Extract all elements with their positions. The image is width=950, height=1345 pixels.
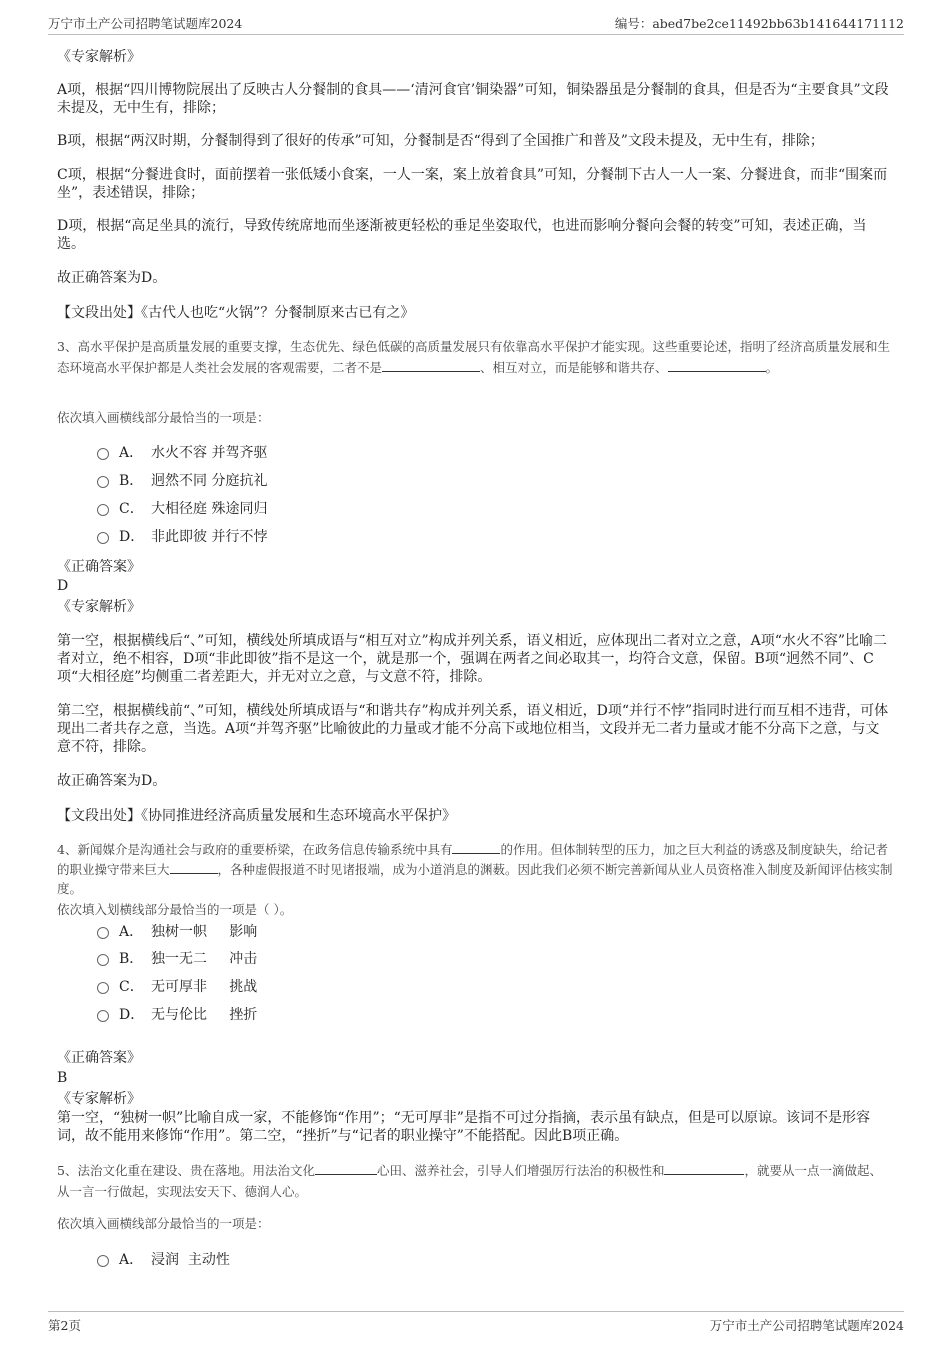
option-text: 无可厚非 挑战 — [151, 979, 258, 995]
option-letter: B． — [119, 473, 144, 489]
option-letter: A． — [119, 445, 144, 461]
q4-blank-2 — [170, 859, 218, 874]
option-text: 浸润 主动性 — [151, 1252, 230, 1268]
q3-analysis-para2: 第二空，根据横线前“、”可知，横线处所填成语与“和谐共存”构成并列关系，语义相近，D项“并行不悖”指同时进行而互相不违背，可体现出二者共存之意，当选。A项“并驾齐驱”比喻彼此的力量或才能不分高下或地位相当，文段并无二者力量或才能不分高下之意，与文意不符，排除。 — [57, 703, 889, 755]
radio-icon[interactable] — [97, 982, 109, 994]
q4-analysis-para1: 第一空，“独树一帜”比喻自成一家，不能修饰“作用”；“无可厚非”是指不可过分指摘，表示虽有缺点，但是可以原谅。该词不是形容词，故不能用来修饰“作用”。第二空，“挫折”与“记者的职业操守”不能搭配。因此B项正确。 — [57, 1110, 870, 1144]
option-letter: D． — [119, 529, 145, 545]
option-text: 独树一帜 影响 — [151, 924, 258, 940]
q5-blank-1 — [315, 1160, 377, 1175]
q3-conclusion: 故正确答案为D。 — [57, 773, 167, 789]
option-letter: D． — [119, 1007, 145, 1023]
q4-blank-1 — [452, 839, 500, 854]
option-text: 独一无二 冲击 — [151, 951, 258, 967]
q3-analysis-para1: 第一空，根据横线后“、”可知，横线处所填成语与“相互对立”构成并列关系，语义相近，应体现出二者对立之意，A项“水火不容”比喻二者对立，绝不相容，D项“非此即彼”指不是这一个，就是那一个，强调在两者之间必取其一，均符合文意，保留。B项“迥然不同”、C项“大相径庭”均侧重二者差距大，并无对立之意，与文意不符，排除。 — [57, 633, 888, 685]
q3-prompt: 依次填入画横线部分最恰当的一项是： — [57, 410, 270, 425]
q4-stem-part1: 4、新闻媒介是沟通社会与政府的重要桥梁，在政务信息传输系统中具有 — [57, 842, 453, 857]
q2-source: 【文段出处】《古代人也吃“火锅”？分餐制原来古已有之》 — [57, 305, 415, 321]
q2-analysis-d: D项，根据“高足坐具的流行，导致传统席地而坐逐渐被更轻松的垂足坐姿取代，也进而影响分餐向会餐的转变”可知，表述正确，当选。 — [57, 218, 867, 252]
q4-option-c[interactable] — [97, 977, 257, 997]
radio-icon[interactable] — [97, 954, 109, 966]
option-text: 水火不容 并驾齐驱 — [151, 445, 268, 461]
option-text: 非此即彼 并行不悖 — [151, 529, 268, 545]
q3-answer-title: 《正确答案》 — [57, 559, 141, 575]
q3-blank-1 — [382, 357, 480, 372]
q4-analysis-title: 《专家解析》 — [57, 1091, 141, 1107]
q5-option-a[interactable] — [97, 1250, 230, 1270]
q4-stem — [57, 839, 893, 898]
q3-stem-part2: 、相互对立，而是能够和谐共存、 — [480, 360, 668, 375]
q3-source: 【文段出处】《协同推进经济高质量发展和生态环境高水平保护》 — [57, 808, 456, 824]
q3-blank-2 — [668, 357, 766, 372]
q3-analysis-title: 《专家解析》 — [57, 599, 141, 615]
q3-option-d[interactable] — [97, 527, 267, 547]
radio-icon[interactable] — [97, 1255, 109, 1267]
option-letter: B． — [119, 951, 144, 967]
q4-option-d[interactable] — [97, 1005, 257, 1025]
q4-stem-part3: ，各种虚假报道不时见诸报端，成为小道消息的渊薮。因此我们必须不断完善新闻从业人员资格准入制度及新闻评估核实制度。 — [57, 862, 893, 896]
q3-option-c[interactable] — [97, 499, 267, 519]
q5-stem-part1: 5、法治文化重在建设、贵在落地。用法治文化 — [57, 1163, 315, 1178]
footer-title: 万宁市土产公司招聘笔试题库2024 — [709, 1318, 904, 1333]
option-text: 大相径庭 殊途同归 — [151, 501, 268, 517]
radio-icon[interactable] — [97, 532, 109, 544]
radio-icon[interactable] — [97, 927, 109, 939]
q3-option-b[interactable] — [97, 471, 267, 491]
q5-stem-part3: ，就要从一点一滴做起、从一言一行做起，实现法安天下、德润人心。 — [57, 1163, 882, 1199]
q4-answer: B — [57, 1070, 68, 1086]
q2-conclusion: 故正确答案为D。 — [57, 270, 167, 286]
radio-icon[interactable] — [97, 504, 109, 516]
page-footer — [48, 1311, 904, 1336]
q3-stem-part1: 3、高水平保护是高质量发展的重要支撑，生态优先、绿色低碳的高质量发展只有依靠高水平保护才能实现。这些重要论述，指明了经济高质量发展和生态环境高水平保护都是人类社会发展的客观需要，二者不是 — [57, 339, 890, 375]
radio-icon[interactable] — [97, 476, 109, 488]
q5-blank-2 — [664, 1160, 744, 1175]
q4-option-a[interactable] — [97, 922, 257, 942]
header-title: 万宁市土产公司招聘笔试题库2024 — [48, 16, 243, 31]
page-number: 第2页 — [48, 1318, 81, 1333]
page-header — [48, 14, 904, 35]
radio-icon[interactable] — [97, 1010, 109, 1022]
q5-prompt: 依次填入画横线部分最恰当的一项是： — [57, 1216, 270, 1231]
q2-analysis-b: B项，根据“两汉时期，分餐制得到了很好的传承”可知，分餐制是否“得到了全国推广和普及”文段未提及，无中生有，排除； — [57, 133, 824, 149]
option-text: 迥然不同 分庭抗礼 — [151, 473, 268, 489]
q4-prompt: 依次填入划横线部分最恰当的一项是（ ）。 — [57, 902, 293, 917]
header-serial: 编号：abed7be2ce11492bb63b141644171112 — [614, 16, 904, 31]
q5-stem — [57, 1160, 893, 1202]
q4-answer-title: 《正确答案》 — [57, 1050, 141, 1066]
q3-answer: D — [57, 578, 69, 594]
option-letter: C． — [119, 979, 144, 995]
q2-analysis-a: A项，根据“四川博物院展出了反映古人分餐制的食具——‘清河食官’铜染器”可知，铜染器虽是分餐制的食具，但是否为“主要食具”文段未提及，无中生有，排除； — [57, 82, 889, 116]
q2-analysis-title: 《专家解析》 — [57, 49, 141, 65]
q2-analysis-c: C项，根据“分餐进食时，面前摆着一张低矮小食案，一人一案，案上放着食具”可知，分餐制下古人一人一案、分餐进食，而非“围案而坐”，表述错误，排除； — [57, 167, 888, 201]
q3-stem-part3: 。 — [765, 360, 779, 375]
option-letter: A． — [119, 1252, 144, 1268]
q5-stem-part2: 心田、滋养社会，引导人们增强厉行法治的积极性和 — [376, 1163, 665, 1178]
q4-stem-part2: 的作用。但体制转型的压力，加之巨大利益的诱惑及制度缺失，给记者的职业操守带来巨大 — [57, 842, 888, 877]
q4-option-b[interactable] — [97, 949, 257, 969]
option-letter: A． — [119, 924, 144, 940]
q3-stem — [57, 337, 893, 378]
q3-option-a[interactable] — [97, 443, 267, 463]
option-letter: C． — [119, 501, 144, 517]
option-text: 无与伦比 挫折 — [151, 1007, 258, 1023]
radio-icon[interactable] — [97, 448, 109, 460]
